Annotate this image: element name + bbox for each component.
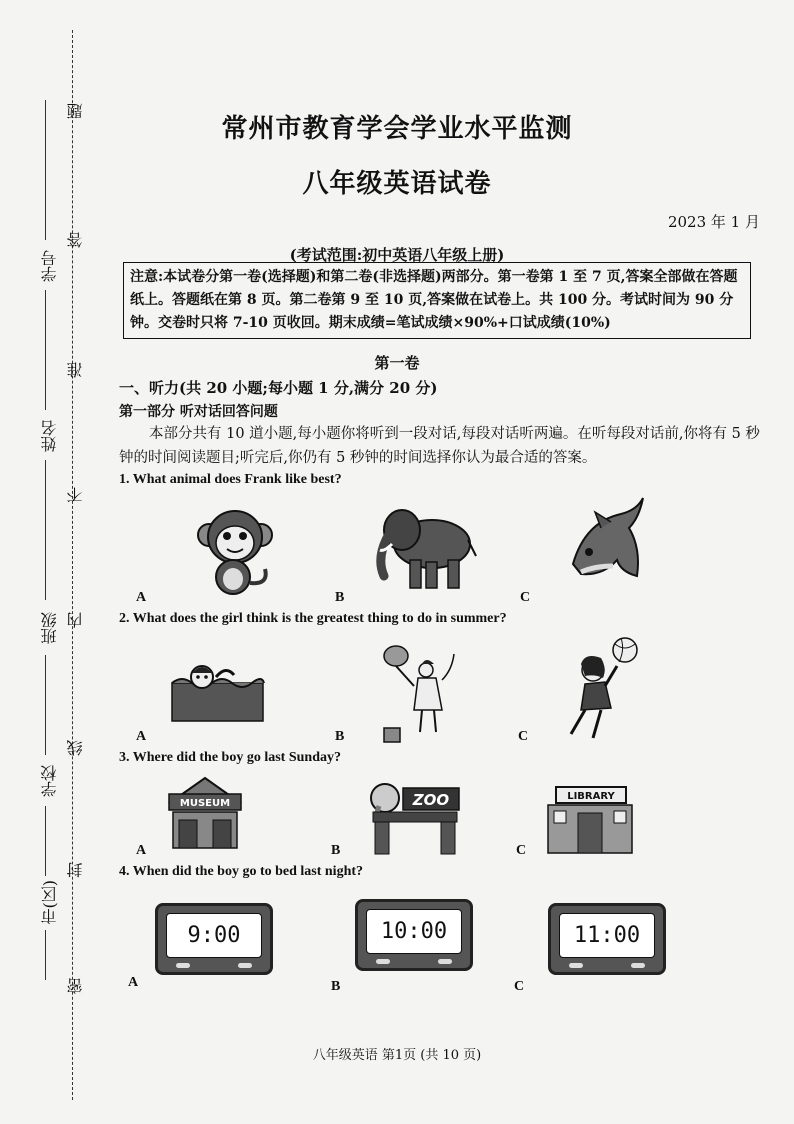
binding-char: 线 (66, 740, 85, 756)
clock-button (631, 963, 645, 968)
clock-button (438, 959, 452, 964)
museum-sign: MUSEUM (179, 798, 231, 809)
option-label: A (136, 590, 147, 605)
field-student-id: 学号 (40, 250, 59, 282)
dolphin-icon (555, 492, 655, 592)
option-label: A (136, 729, 147, 744)
question-stem: 2. What does the girl think is the greatest thing to do in summer? (119, 611, 507, 626)
notice-box (123, 262, 751, 339)
clock-button (176, 963, 190, 968)
field-underline (45, 655, 46, 755)
option-label: C (520, 590, 531, 605)
part-title: 第一部分 听对话回答问题 (119, 404, 278, 420)
clock-icon (155, 903, 273, 975)
monkey-icon (195, 503, 275, 598)
notice-text: 本试卷分第一卷(选择题)和第二卷(非选择题)两部分。第一卷第 1 至 7 页,答案全部做在答题纸上。答题纸在第 8 页。第二卷第 9 至 10 页,答案做在试卷上。共 100 分。考试时间为 90 分钟。交卷时只将 7-10 页收回。期末成绩=笔试成绩×90%+口试成绩(10%) (130, 269, 738, 331)
elephant-icon (370, 500, 480, 595)
clock-time: 11:00 (559, 913, 655, 958)
clock-button (238, 963, 252, 968)
option-label: A (128, 975, 139, 990)
question-stem: 1. What animal does Frank like best? (119, 472, 342, 487)
swimming-icon (170, 655, 265, 723)
question-stem: 3. Where did the boy go last Sunday? (119, 750, 341, 765)
binding-char: 封 (66, 862, 85, 878)
question-stem: 4. When did the boy go to bed last night? (119, 864, 364, 879)
clock-button (376, 959, 390, 964)
option-label: B (335, 729, 345, 744)
museum-icon (165, 772, 245, 852)
field-class: 班级 (40, 612, 59, 644)
field-underline (45, 930, 46, 980)
field-underline (45, 460, 46, 600)
binding-char: 密 (66, 978, 85, 994)
binding-char: 内 (66, 612, 85, 628)
option-label: B (331, 843, 341, 858)
binding-char: 不 (66, 487, 85, 503)
clock-time: 10:00 (366, 909, 462, 954)
volume-title: 第一卷 (374, 354, 420, 372)
binding-char: 题 (66, 103, 85, 119)
catching-insects-icon (380, 640, 460, 744)
field-underline (45, 290, 46, 410)
exam-subtitle: 八年级英语试卷 (302, 169, 492, 199)
section-title: 一、听力(共 20 小题;每小题 1 分,满分 20 分) (119, 379, 438, 397)
clock-icon (355, 899, 473, 971)
section-instructions: 本部分共有 10 道小题,每小题你将听到一段对话,每段对话听两遍。在听每段对话前,你将有 5 秒钟的时间阅读题目;听完后,你仍有 5 秒钟的时间选择你认为最合适的答案。 (119, 426, 760, 466)
field-underline (45, 806, 46, 876)
option-label: B (331, 979, 341, 994)
library-sign: LIBRARY (567, 791, 615, 802)
exam-scope: (考试范围:初中英语八年级上册) (289, 246, 505, 264)
field-school: 学校 (40, 765, 59, 797)
exam-title: 常州市教育学会学业水平监测 (221, 114, 573, 144)
clock-button (569, 963, 583, 968)
binding-char: 准 (66, 362, 85, 378)
option-label: B (335, 590, 345, 605)
volleyball-icon (555, 634, 650, 744)
zoo-sign: ZOO (412, 791, 450, 809)
notice-label: 注意: (130, 269, 164, 285)
option-label: A (136, 843, 147, 858)
zoo-icon (365, 778, 465, 856)
field-district: 市(区) (40, 880, 59, 925)
page-footer: 八年级英语 第1页 (共 10 页) (312, 1048, 482, 1063)
library-icon (542, 783, 637, 855)
option-label: C (518, 729, 529, 744)
binding-char: 答 (66, 232, 85, 248)
option-label: C (514, 979, 525, 994)
exam-date: 2023 年 1 月 (667, 213, 760, 231)
option-label: C (516, 843, 527, 858)
clock-time: 9:00 (166, 913, 262, 958)
clock-icon (548, 903, 666, 975)
field-name: 姓名 (40, 420, 59, 452)
